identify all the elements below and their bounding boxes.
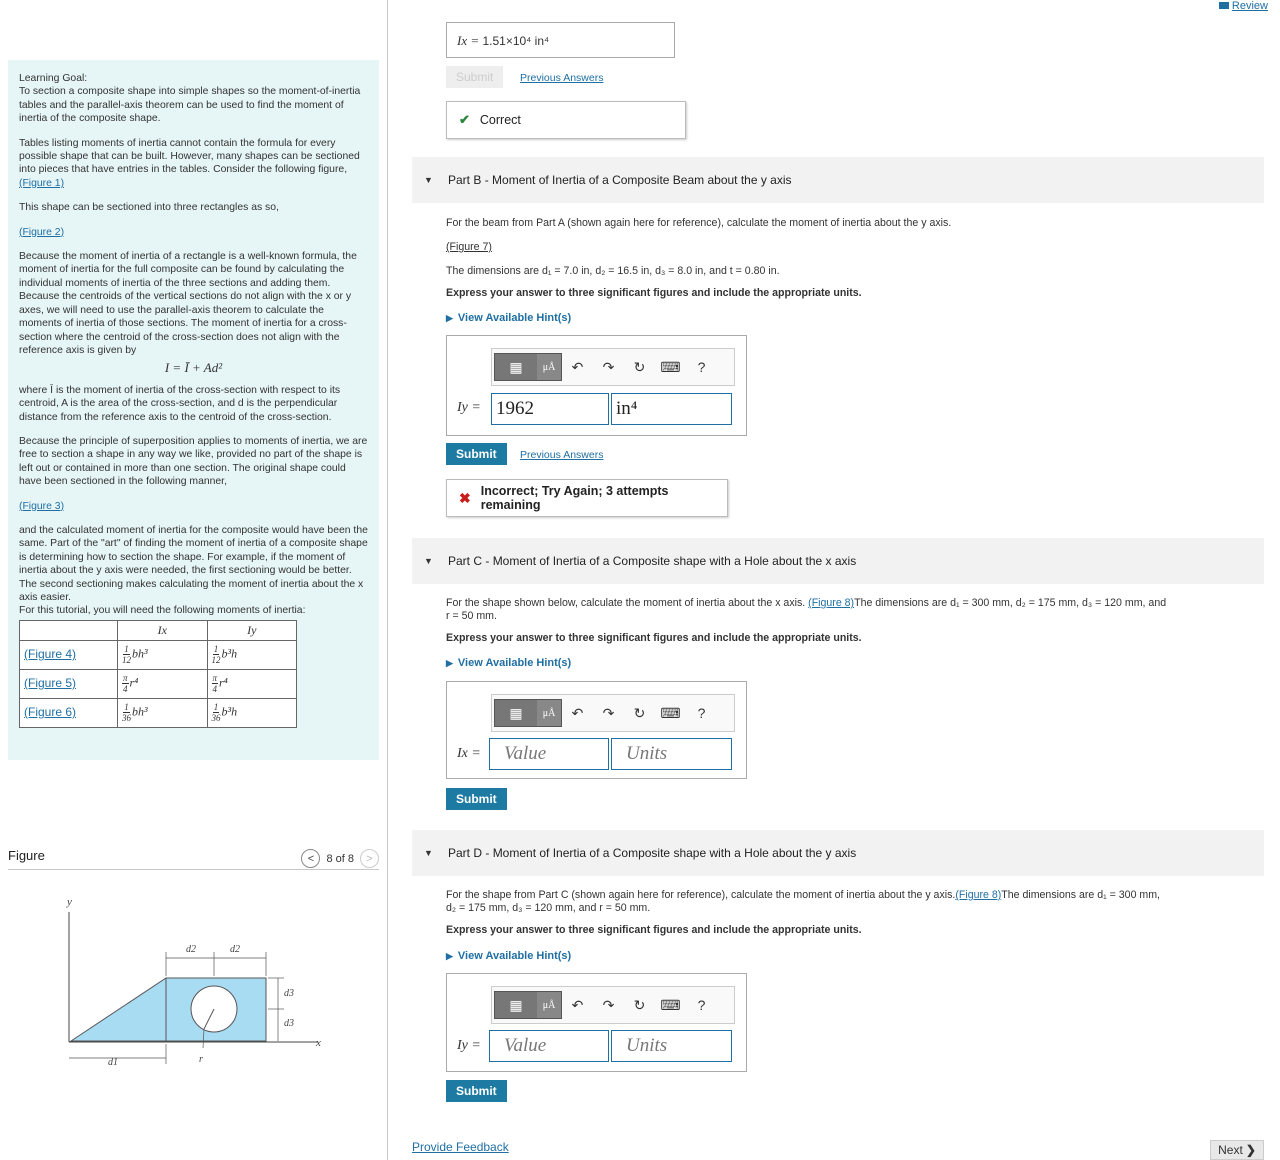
next-button[interactable]: [1210, 1140, 1264, 1160]
d3-label: d3: [284, 1018, 294, 1029]
undo-icon[interactable]: ↶: [571, 358, 584, 375]
figure-header: [8, 844, 379, 870]
numerator: π: [123, 673, 128, 684]
part-b-value-input[interactable]: 1962: [491, 393, 609, 425]
templates-icon[interactable]: ▦: [495, 992, 537, 1018]
math-toolbar: [491, 986, 735, 1024]
denominator: 12: [211, 655, 221, 666]
figure-title: Figure: [8, 848, 45, 863]
moment-of-inertia-table: [19, 620, 297, 728]
learning-goal-text: To section a composite shape into simple shapes so the moment-of-inertia tables and the parallel-axis theorem can be used to find the moment of inertia of the composite shape.: [19, 86, 361, 125]
redo-icon[interactable]: ↷: [602, 996, 615, 1013]
figure-pager: [301, 849, 379, 868]
keyboard-icon[interactable]: ⌨: [660, 358, 681, 375]
formula: b³h: [221, 704, 238, 719]
d1-label: d1: [108, 1057, 118, 1068]
part-a-submit-button[interactable]: Submit: [446, 66, 503, 88]
part-a-feedback: [446, 101, 686, 139]
formula: r⁴: [219, 675, 228, 690]
part-d-value-input[interactable]: Value: [489, 1030, 609, 1062]
part-a-answer-value: 1.51×10⁴ in⁴: [482, 34, 550, 48]
template-buttons: [494, 699, 562, 727]
figure-6-link[interactable]: (Figure 6): [24, 705, 77, 720]
column-header-iy: Iy: [207, 620, 297, 640]
paragraph-text: Tables listing moments of inertia cannot contain the formula for every possible shape that can be built. However, many shapes can be sectioned into pieces that have entries in the tables. Consider the following figure,: [19, 137, 360, 176]
paragraph: and the calculated moment of inertia for the composite would have been the same. Part of the "art" of finding the moment of inertia of a composite shape is determining how to section the shape. For example, if the moment of inertia about the y axis were needed, the first sectioning would be better. The second sectioning makes calculating the moment of inertia about the x axis easier.: [19, 524, 368, 603]
part-b-units-input[interactable]: in⁴: [611, 393, 732, 425]
denominator: 4: [212, 684, 217, 695]
formula: r⁴: [129, 675, 139, 690]
reset-icon[interactable]: ↻: [633, 358, 646, 375]
part-d-header[interactable]: [412, 830, 1264, 876]
paragraph: Because the moment of inertia of a rectangle is a well-known formula, the moment of inertia for the full composite can be found by calculating the individual moments of inertia of the three sections and adding them. Because the centroids of the vertical sections do not align with the x or y axes, we will need to use the parallel-axis theorem to calculate the moments of inertia of those sections. The moment of inertia for a cross-section where the centroid of the cross-section does not align with the reference axis is given by: [19, 251, 357, 356]
figure-2-link[interactable]: (Figure 2): [19, 226, 65, 238]
template-buttons: [494, 991, 562, 1019]
provide-feedback-link[interactable]: Provide Feedback: [412, 1140, 509, 1154]
learning-goal-box: [8, 60, 379, 760]
review-icon: [1219, 2, 1229, 9]
part-d-hint-link[interactable]: [446, 950, 571, 962]
figure-5-link[interactable]: (Figure 5): [24, 676, 77, 691]
paragraph: Because the principle of superposition applies to moments of inertia, we are free to section a shape in any way we like, provided no part of the shape is left out or contained in more than one section. The original shape could have been sectioned in the following manner,: [19, 435, 368, 488]
table-header-row: [20, 620, 297, 640]
part-b-previous-answers-link[interactable]: Previous Answers: [520, 449, 604, 461]
paragraph: For this tutorial, you will need the following moments of inertia:: [19, 605, 306, 617]
dimensions-text: r = 50 mm.: [446, 610, 497, 622]
fraction: [212, 702, 221, 723]
math-toolbar: [491, 694, 735, 732]
part-title-text: - Moment of Inertia of a Composite Beam about the y axis: [484, 173, 792, 187]
column-header-ix: Ix: [118, 620, 208, 640]
table-row: [20, 669, 297, 698]
keyboard-icon[interactable]: ⌨: [660, 704, 681, 721]
collapse-icon: ▼: [424, 848, 433, 858]
part-c-answer-label: Ix =: [457, 746, 481, 761]
part-c-value-input[interactable]: Value: [489, 738, 609, 770]
part-label: Part B: [448, 173, 482, 187]
paragraph: where Ī is the moment of inertia of the cross-section with respect to its centroid, A is the area of the cross-section, and d is the perpendicular distance from the reference axis to the centroid of the cross-section.: [19, 384, 341, 423]
keyboard-icon[interactable]: ⌨: [660, 996, 681, 1013]
formula: b³h: [221, 646, 238, 661]
collapse-icon: ▼: [424, 175, 433, 185]
undo-icon[interactable]: ↶: [571, 704, 584, 721]
prompt-text: For the shape from Part C (shown again here for reference), calculate the moment of inertia about the y axis.: [446, 889, 956, 901]
templates-icon[interactable]: ▦: [495, 354, 537, 380]
part-d-submit-button[interactable]: Submit: [446, 1080, 507, 1102]
part-b-title: [448, 173, 792, 187]
d2-label: d2: [186, 944, 196, 955]
part-c-units-input[interactable]: Units: [611, 738, 732, 770]
review-label: Review: [1231, 0, 1268, 12]
help-icon[interactable]: ?: [697, 359, 706, 375]
expand-icon: ▶: [446, 951, 453, 961]
part-a-answer-label: Ix =: [457, 33, 480, 48]
part-c-title: [448, 554, 856, 568]
numerator: 1: [213, 702, 219, 713]
part-b-prompt: For the beam from Part A (shown again here for reference), calculate the moment of inertia about the y axis.: [446, 217, 952, 229]
hint-label: View Available Hint(s): [457, 657, 572, 669]
units-icon[interactable]: μÅ: [537, 354, 561, 380]
denominator: 4: [123, 684, 128, 695]
figure-8-link[interactable]: (Figure 8): [955, 889, 1002, 901]
left-panel: [0, 0, 388, 1160]
x-icon: ✖: [459, 489, 471, 506]
part-b-feedback: [446, 479, 728, 517]
help-icon[interactable]: ?: [697, 997, 706, 1013]
part-b-instruction: Express your answer to three significant figures and include the appropriate units.: [446, 287, 862, 299]
numerator: π: [212, 673, 218, 684]
check-icon: ✔: [459, 112, 470, 127]
redo-icon[interactable]: ↷: [602, 704, 615, 721]
figure-7-link[interactable]: (Figure 7): [446, 241, 492, 253]
figure-3-link[interactable]: (Figure 3): [19, 500, 65, 512]
figure-1-link[interactable]: (Figure 1): [19, 177, 65, 189]
denominator: 12: [122, 655, 131, 666]
dimensions-text: The dimensions are d₁ = 300 mm,: [1001, 889, 1160, 901]
chevron-right-icon: ❯: [1245, 1143, 1256, 1157]
fraction: [122, 702, 131, 723]
learning-goal-heading: Learning Goal:: [19, 73, 88, 84]
denominator: 36: [122, 713, 131, 724]
d3-label: d3: [284, 988, 294, 999]
formula: bh³: [132, 646, 148, 661]
expand-icon: ▶: [446, 658, 453, 668]
prompt-text: For the shape shown below, calculate the moment of inertia about the x axis.: [446, 597, 806, 609]
learning-goal: [19, 72, 368, 126]
templates-icon[interactable]: ▦: [495, 700, 537, 726]
next-figure-button[interactable]: >: [360, 849, 379, 868]
part-a-answer: [446, 22, 675, 58]
right-panel: [390, 0, 1280, 1160]
fraction: [212, 673, 219, 694]
formula: bh³: [132, 704, 148, 719]
math-toolbar: [491, 348, 735, 386]
table-row: [20, 698, 297, 727]
part-c-hint-link[interactable]: [446, 657, 571, 669]
redo-icon[interactable]: ↷: [602, 358, 615, 375]
part-c-prompt: [446, 597, 1246, 623]
part-a-feedback-text: Correct: [479, 113, 521, 127]
fraction: [212, 644, 221, 665]
reset-icon[interactable]: ↻: [633, 704, 646, 721]
next-label: Next: [1218, 1143, 1243, 1157]
part-d-title: [448, 846, 856, 860]
part-a-previous-answers-link[interactable]: Previous Answers: [520, 72, 604, 84]
part-label: Part C: [448, 554, 483, 568]
part-d-prompt: [446, 889, 1246, 915]
part-b-answer-label: Iy =: [457, 400, 481, 415]
review-link[interactable]: [1219, 0, 1268, 12]
denominator: 36: [211, 713, 221, 724]
dimensions-text: The dimensions are d₁ = 300 mm, d₂ = 175 mm, d₃ = 120 mm, and: [854, 597, 1167, 609]
part-d-instruction: Express your answer to three significant figures and include the appropriate units.: [446, 924, 862, 936]
x-axis-label: x: [316, 1037, 321, 1049]
figure-4-link[interactable]: (Figure 4): [24, 647, 77, 662]
fraction: [122, 673, 129, 694]
figure-panel: [8, 844, 379, 1144]
part-d-answer-editor: [446, 973, 747, 1072]
part-c-submit-button[interactable]: Submit: [446, 788, 507, 810]
prev-figure-button[interactable]: <: [301, 849, 320, 868]
reset-icon[interactable]: ↻: [633, 996, 646, 1013]
part-b-answer-editor: [446, 335, 747, 436]
part-b-header[interactable]: [412, 157, 1264, 203]
undo-icon[interactable]: ↶: [571, 996, 584, 1013]
hint-label: View Available Hint(s): [457, 950, 572, 962]
figure-8-diagram: [8, 872, 379, 1152]
units-icon[interactable]: μÅ: [537, 992, 561, 1018]
figure-page-count: 8 of 8: [326, 852, 354, 865]
part-b-submit-button[interactable]: Submit: [446, 443, 507, 465]
paragraph: [19, 137, 368, 191]
table-row: [20, 640, 297, 669]
collapse-icon: ▼: [424, 556, 433, 566]
d2-label: d2: [230, 944, 240, 955]
numerator: 1: [124, 702, 129, 713]
r-label: r: [199, 1054, 203, 1065]
numerator: 1: [213, 644, 219, 655]
hint-label: View Available Hint(s): [457, 312, 572, 324]
template-buttons: [494, 353, 562, 381]
help-icon[interactable]: ?: [697, 705, 706, 721]
part-c-answer-editor: [446, 681, 747, 779]
part-d-answer-label: Iy =: [457, 1038, 481, 1053]
part-title-text: - Moment of Inertia of a Composite shape with a Hole about the x axis: [485, 554, 857, 568]
part-b-dimensions: The dimensions are d₁ = 7.0 in, d₂ = 16.5 in, d₃ = 8.0 in, and t = 0.80 in.: [446, 265, 780, 277]
fraction: [122, 644, 131, 665]
y-axis-label: y: [67, 896, 72, 908]
part-c-header[interactable]: [412, 538, 1264, 584]
paragraph: This shape can be sectioned into three rectangles as so,: [19, 202, 279, 214]
part-label: Part D: [448, 846, 483, 860]
units-icon[interactable]: μÅ: [537, 700, 561, 726]
part-b-hint-link[interactable]: [446, 312, 571, 324]
part-b-feedback-text: Incorrect; Try Again; 3 attempts remaining: [480, 484, 669, 512]
part-title-text: - Moment of Inertia of a Composite shape with a Hole about the y axis: [485, 846, 857, 860]
part-c-instruction: Express your answer to three significant figures and include the appropriate units.: [446, 632, 862, 644]
expand-icon: ▶: [446, 313, 453, 323]
part-d-units-input[interactable]: Units: [611, 1030, 732, 1062]
parallel-axis-equation: I = Ī + Ad²: [164, 360, 223, 376]
figure-8-link[interactable]: (Figure 8): [808, 597, 855, 609]
numerator: 1: [124, 644, 129, 655]
dimensions-text: d₂ = 175 mm, d₃ = 120 mm, and r = 50 mm.: [446, 902, 651, 914]
